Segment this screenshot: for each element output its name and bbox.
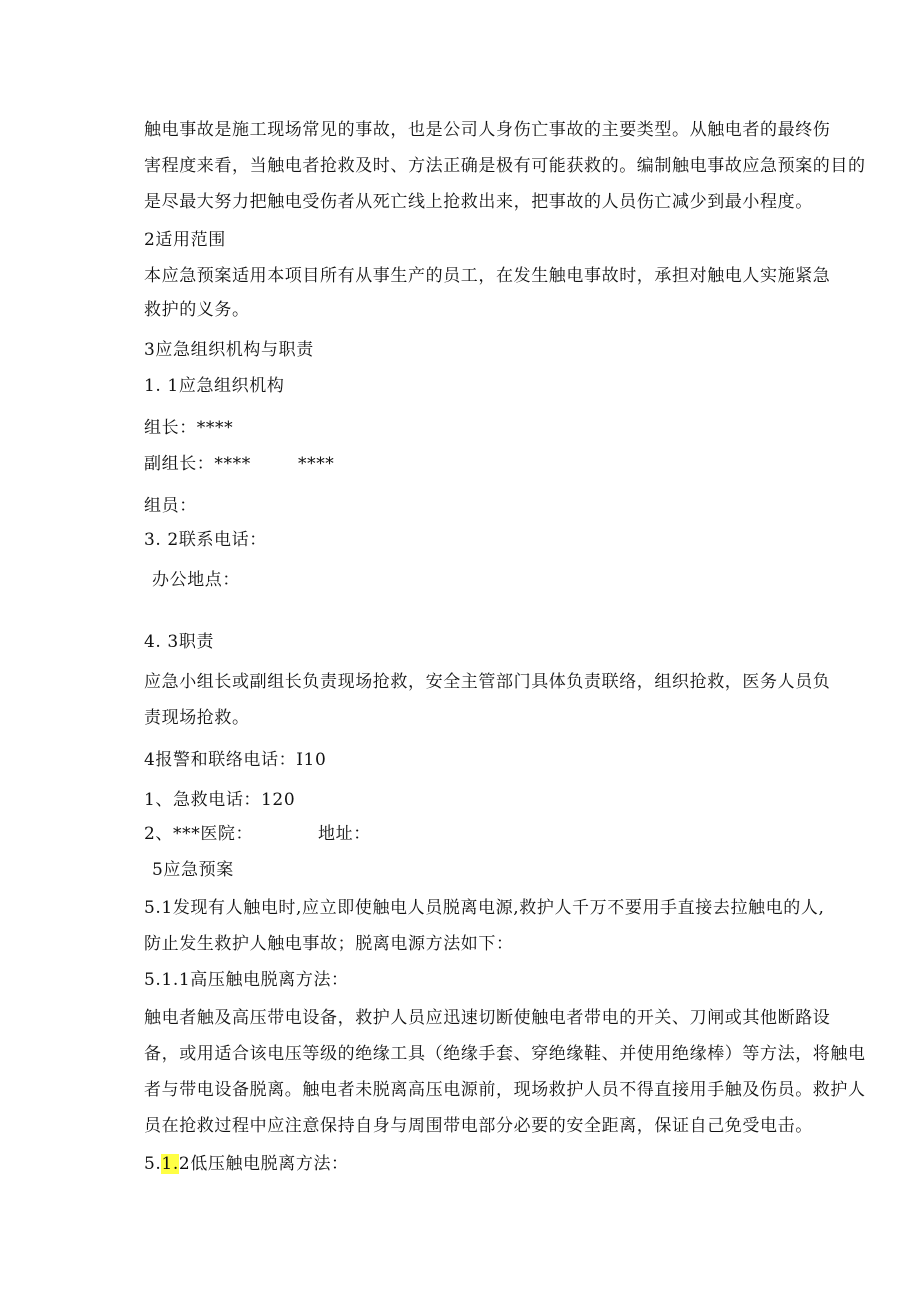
intro-line-1: 触电事故是施工现场常见的事故，也是公司人身伤亡事故的主要类型。从触电者的最终伤 (144, 120, 831, 140)
section-2-body-line-1: 本应急预案适用本项目所有从事生产的员工，在发生触电事故时，承担对触电人实施紧急 (144, 266, 831, 286)
section-5-1-line-1: 5.1发现有人触电时,应立即使触电人员脱离电源,救护人千万不要用手直接去拉触电的人, (144, 898, 825, 918)
hospital-line: 2、***医院： (144, 824, 254, 844)
section-5-title: 5应急预案 (152, 860, 234, 880)
high-voltage-line-2: 备，或用适合该电压等级的绝缘工具（绝缘手套、穿绝缘鞋、并使用绝缘棒）等方法，将触电 (144, 1044, 866, 1064)
section-5-1-2-prefix: 5. (144, 1154, 162, 1174)
section-5-1-line-2: 防止发生救护人触电事故；脱离电源方法如下： (144, 934, 514, 954)
highlighted-text: 1. (161, 1154, 179, 1174)
deputy-leader-2: **** (298, 454, 335, 474)
section-4-title: 4报警和联络电话：I10 (144, 750, 327, 770)
high-voltage-line-4: 员在抢救过程中应注意保持自身与周围带电部分必要的安全距离，保证自己免受电击。 (144, 1116, 813, 1136)
section-5-1-1-title: 5.1.1高压触电脱离方法： (144, 970, 349, 990)
high-voltage-line-3: 者与带电设备脱离。触电者未脱离高压电源前，现场救护人员不得直接用手触及伤员。救护人 (144, 1080, 866, 1100)
section-3-2-title: 3. 2联系电话： (144, 530, 267, 550)
leader-line: 组长：**** (144, 418, 234, 438)
duty-line-2: 责现场抢救。 (144, 708, 250, 728)
duty-line-1: 应急小组长或副组长负责现场抢救，安全主管部门具体负责联络，组织抢救，医务人员负 (144, 672, 831, 692)
members-line: 组员： (144, 496, 197, 516)
section-5-1-2-title (144, 1152, 349, 1176)
intro-line-2: 害程度来看，当触电者抢救及时、方法正确是极有可能获救的。编制触电事故应急预案的目的 (144, 156, 866, 176)
emergency-phone: 1、急救电话：120 (144, 790, 296, 810)
office-location: 办公地点： (152, 570, 240, 590)
intro-line-3: 是尽最大努力把触电受伤者从死亡线上抢救出来，把事故的人员伤亡减少到最小程度。 (144, 192, 813, 212)
section-3-title: 3应急组织机构与职责 (144, 340, 314, 360)
section-3-1-title: 1. 1应急组织机构 (144, 376, 285, 396)
section-2-title: 2适用范围 (144, 230, 226, 250)
section-5-1-2-rest: 2低压触电脱离方法： (178, 1154, 349, 1174)
high-voltage-line-1: 触电者触及高压带电设备，救护人员应迅速切断使触电者带电的开关、刀闸或其他断路设 (144, 1008, 831, 1028)
section-2-body-line-2: 救护的义务。 (144, 300, 250, 320)
address-label: 地址： (318, 824, 371, 844)
deputy-leader-line: 副组长：**** (144, 454, 251, 474)
section-3-3-title: 4. 3职责 (144, 632, 215, 652)
